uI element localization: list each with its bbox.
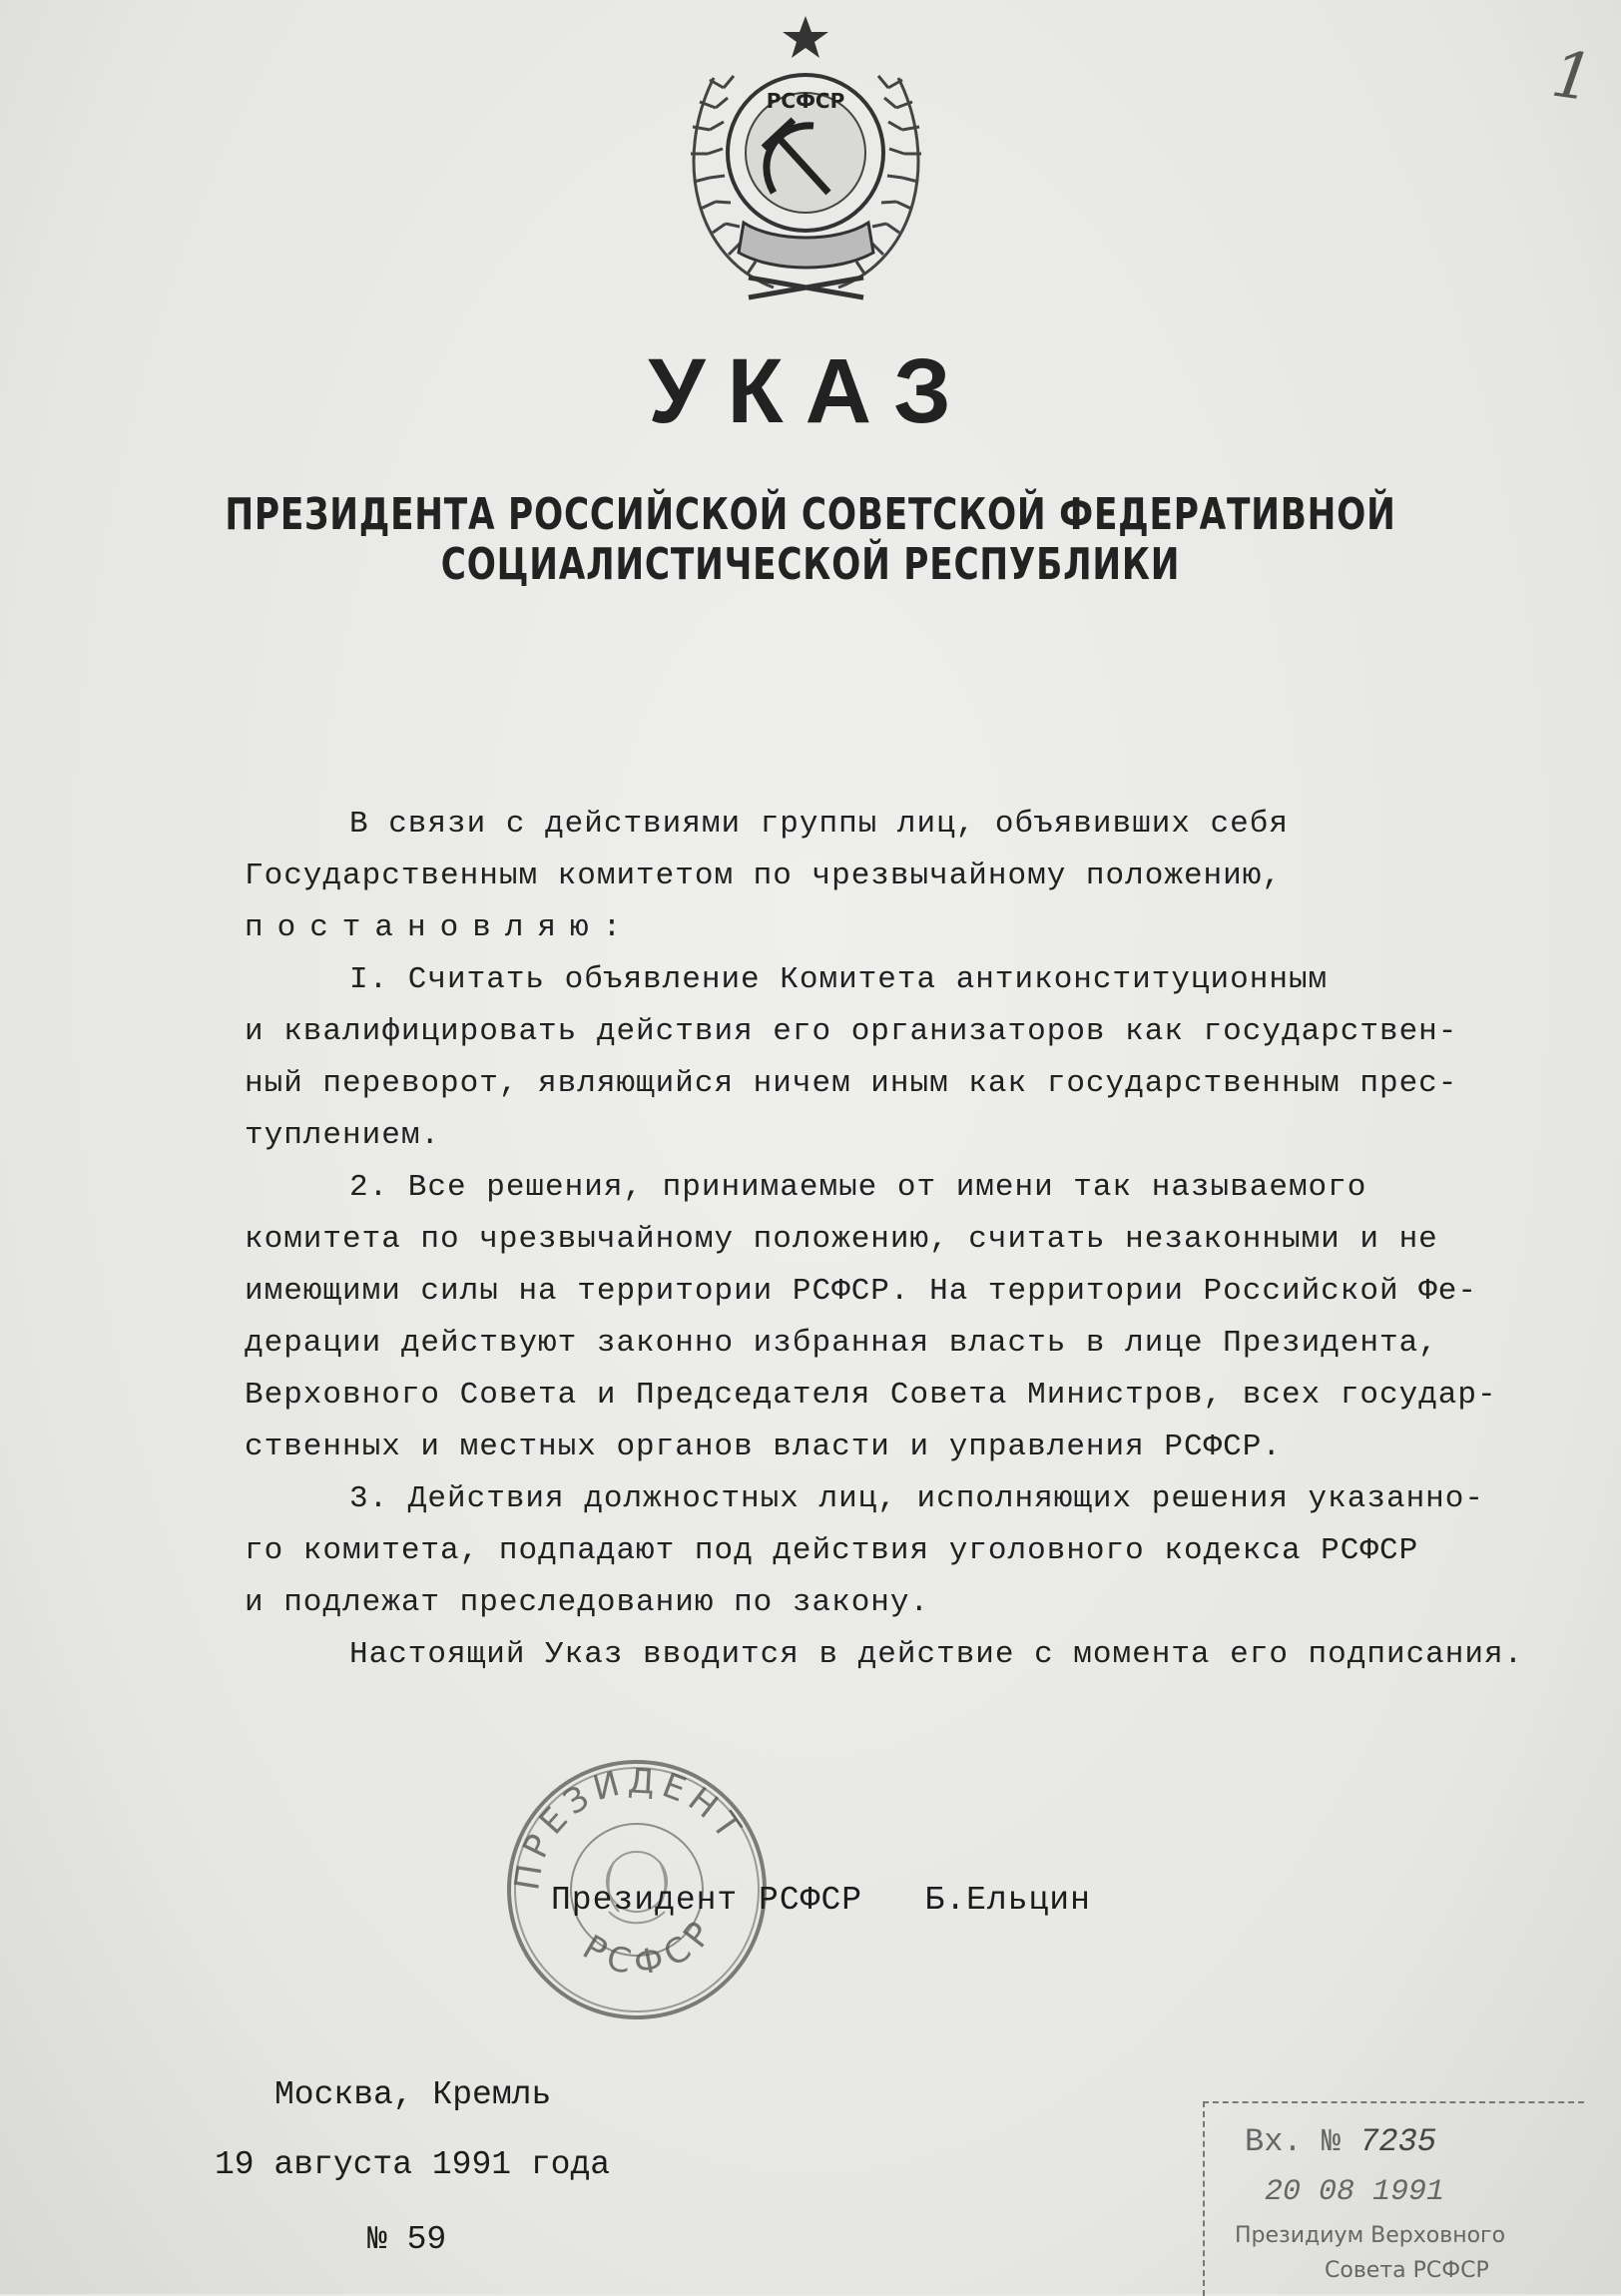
registration-handwritten-number: 7235 bbox=[1359, 2123, 1437, 2160]
item1-line: ный переворот, являющийся ничем иным как государственным прес- bbox=[245, 1066, 1458, 1101]
item1-line: I. Считать объявление Комитета антиконституционным bbox=[349, 962, 1329, 997]
subtitle-line-2: СОЦИАЛИСТИЧЕСКОЙ РЕСПУБЛИКИ bbox=[440, 539, 1181, 590]
subtitle-line-1: ПРЕЗИДЕНТА РОССИЙСКОЙ СОВЕТСКОЙ ФЕДЕРАТИВНОЙ bbox=[225, 489, 1396, 540]
preamble-line: Государственным комитетом по чрезвычайному положению, bbox=[245, 859, 1282, 893]
decree-verb: постановляю: bbox=[245, 910, 636, 945]
document-title: УКАЗ bbox=[648, 340, 973, 442]
seal-top-text: ПРЕЗИДЕНТ bbox=[507, 1761, 752, 1894]
item1-line: туплением. bbox=[245, 1118, 441, 1153]
item2-line: ственных и местных органов власти и управления РСФСР. bbox=[245, 1430, 1282, 1464]
preamble-line: В связи с действиями группы лиц, объявивших себя bbox=[349, 807, 1289, 842]
item2-line: дерации действуют законно избранная власть в лице Президента, bbox=[245, 1326, 1438, 1361]
item2-line: комитета по чрезвычайному положению, считать незаконными и не bbox=[245, 1222, 1438, 1257]
item2-line: Верховного Совета и Председателя Совета Министров, всех государ- bbox=[245, 1378, 1497, 1413]
item2-line: 2. Все решения, принимаемые от имени так называемого bbox=[349, 1170, 1367, 1205]
item3-line: го комитета, подпадают под действия уголовного кодекса РСФСР bbox=[245, 1533, 1419, 1568]
registration-stamp bbox=[1203, 2101, 1584, 2296]
issue-place: Москва, Кремль bbox=[274, 2076, 552, 2113]
signatory-position: Президент РСФСР bbox=[551, 1882, 863, 1919]
emblem-label: РСФСР bbox=[766, 89, 845, 113]
item3-line: и подлежат преследованию по закону. bbox=[245, 1585, 930, 1620]
star-icon bbox=[783, 16, 828, 58]
registration-incoming: Вх. № 7235 bbox=[1245, 2123, 1437, 2160]
svg-text:ПРЕЗИДЕНТ bbox=[507, 1761, 752, 1893]
issue-date: 19 августа 1991 года bbox=[215, 2146, 611, 2183]
registration-body-2: Совета РСФСР bbox=[1325, 2258, 1489, 2283]
item2-line: имеющими силы на территории РСФСР. На территории Российской Фе- bbox=[245, 1274, 1477, 1309]
registration-body: Президиум Верховного bbox=[1235, 2223, 1506, 2248]
page-number: 1 bbox=[1547, 37, 1598, 117]
signature-line bbox=[551, 1882, 1091, 1919]
item1-line: и квалифицировать действия его организаторов как государствен- bbox=[245, 1014, 1458, 1049]
seal-bottom-text: РСФСР bbox=[575, 1908, 725, 1985]
registration-date: 20 08 1991 bbox=[1265, 2175, 1445, 2209]
document-body bbox=[245, 799, 1572, 1681]
closing-line: Настоящий Указ вводится в действие с момента его подписания. bbox=[349, 1637, 1524, 1672]
signatory-name: Б.Ельцин bbox=[924, 1882, 1091, 1919]
item3-line: 3. Действия должностных лиц, исполняющих решения указанно- bbox=[349, 1481, 1484, 1516]
emblem-ribbon-ends bbox=[749, 278, 863, 297]
state-emblem bbox=[654, 8, 958, 327]
decree-number: № 59 bbox=[367, 2221, 447, 2258]
